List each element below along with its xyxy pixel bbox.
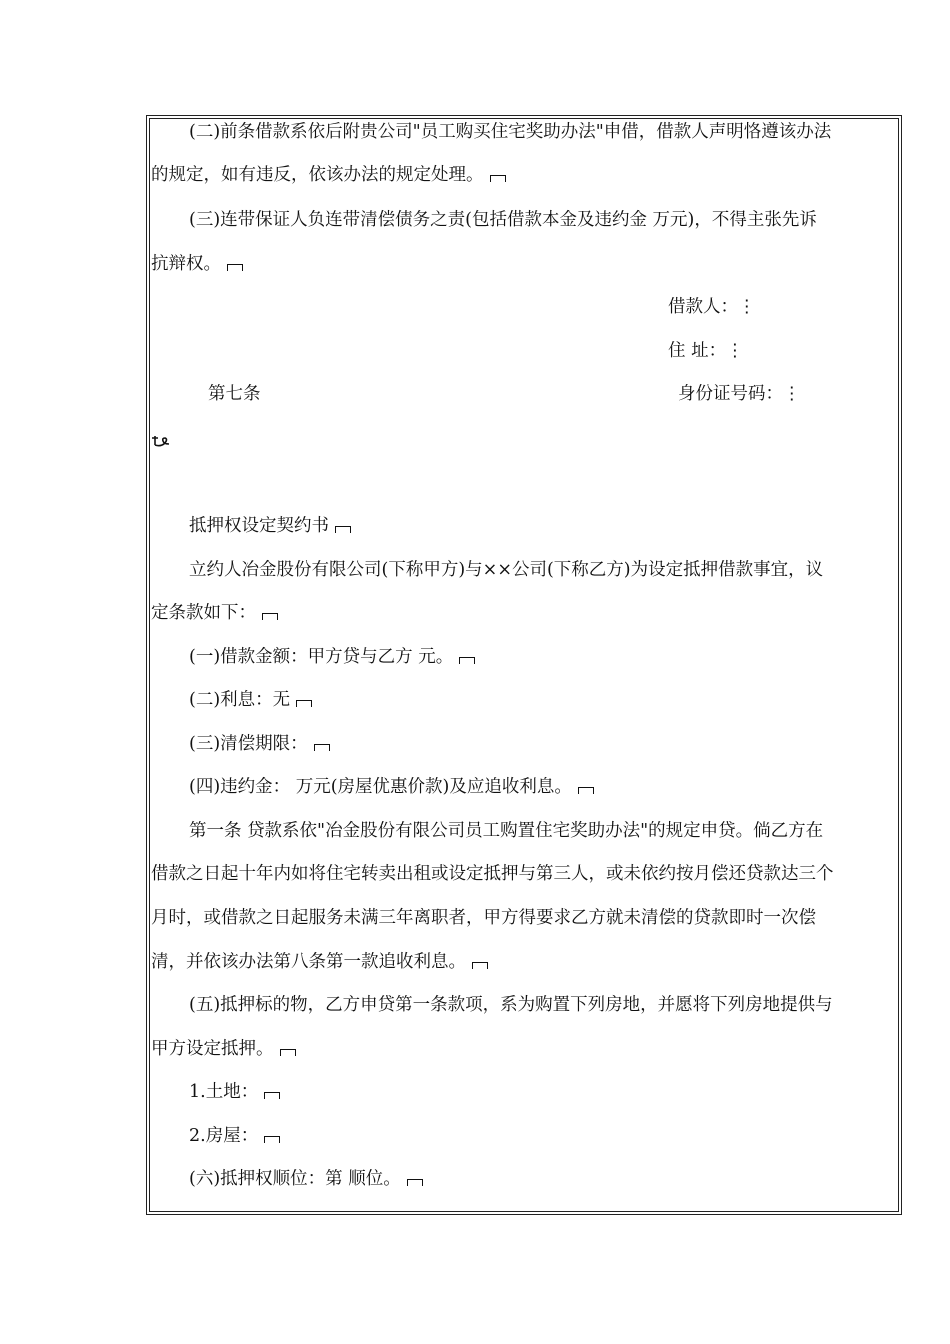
- paragraph-mark-icon: [280, 1049, 296, 1056]
- article-1-line4: 清，并依该办法第八条第一款追收利息。: [151, 950, 488, 974]
- anchor-icon: [151, 433, 171, 451]
- paragraph-mark-icon: [459, 657, 475, 664]
- item-collateral-line2: 甲方设定抵押。: [151, 1037, 296, 1061]
- paragraph-mark-icon: [296, 700, 312, 707]
- paragraph-mark-icon: [490, 175, 506, 182]
- item-collateral-line1: (五)抵押标的物，乙方申贷第一条款项，系为购置下列房地，并愿将下列房地提供与: [189, 995, 833, 1015]
- item-penalty: (四)违约金： 万元(房屋优惠价款)及应追收利息。: [189, 775, 594, 799]
- para-2-line2: 的规定，如有违反，依该办法的规定处理。: [151, 163, 506, 187]
- para-2-line1: (二)前条借款系依后附贵公司"员工购买住宅奖助办法"申借，借款人声明恪遵该办法: [189, 122, 832, 142]
- item-interest: (二)利息：无: [189, 688, 312, 712]
- article-1-line3: 月时，或借款之日起服务未满三年离职者，甲方得要求乙方就未清偿的贷款即时一次偿: [151, 908, 816, 928]
- address-label: 住 址：⋮: [668, 341, 744, 361]
- paragraph-mark-icon: [314, 744, 330, 751]
- para-3-line1: (三)连带保证人负连带清偿债务之责(包括借款本金及违约金 万元)，不得主张先诉: [189, 210, 817, 230]
- item-loan-amount: (一)借款金额：甲方贷与乙方 元。: [189, 645, 475, 669]
- item-mortgage-rank: (六)抵押权顺位：第 顺位。: [189, 1167, 423, 1191]
- collateral-house: 2.房屋：: [189, 1124, 280, 1148]
- para-3-line2: 抗辩权。: [151, 252, 243, 276]
- borrower-label: 借款人：⋮: [668, 297, 756, 317]
- article-7-heading: 第七条: [208, 384, 261, 404]
- paragraph-mark-icon: [264, 1092, 280, 1099]
- collateral-land: 1.土地：: [189, 1080, 280, 1104]
- paragraph-mark-icon: [227, 264, 243, 271]
- article-1-line2: 借款之日起十年内如将住宅转卖出租或设定抵押与第三人，或未依约按月偿还贷款达三个: [151, 864, 834, 884]
- paragraph-mark-icon: [578, 787, 594, 794]
- paragraph-mark-icon: [264, 1136, 280, 1143]
- item-repayment-term: (三)清偿期限：: [189, 732, 330, 756]
- paragraph-mark-icon: [335, 526, 351, 533]
- contract-title: 抵押权设定契约书: [189, 514, 351, 538]
- paragraph-mark-icon: [262, 613, 278, 620]
- id-number-label: 身份证号码：⋮: [678, 384, 801, 404]
- para-preamble-line2: 定条款如下：: [151, 601, 278, 625]
- paragraph-mark-icon: [472, 962, 488, 969]
- para-preamble-line1: 立约人冶金股份有限公司(下称甲方)与××公司(下称乙方)为设定抵押借款事宜，议: [189, 560, 824, 580]
- article-1-line1: 第一条 贷款系依"冶金股份有限公司员工购置住宅奖助办法"的规定申贷。倘乙方在: [189, 821, 824, 841]
- paragraph-mark-icon: [407, 1179, 423, 1186]
